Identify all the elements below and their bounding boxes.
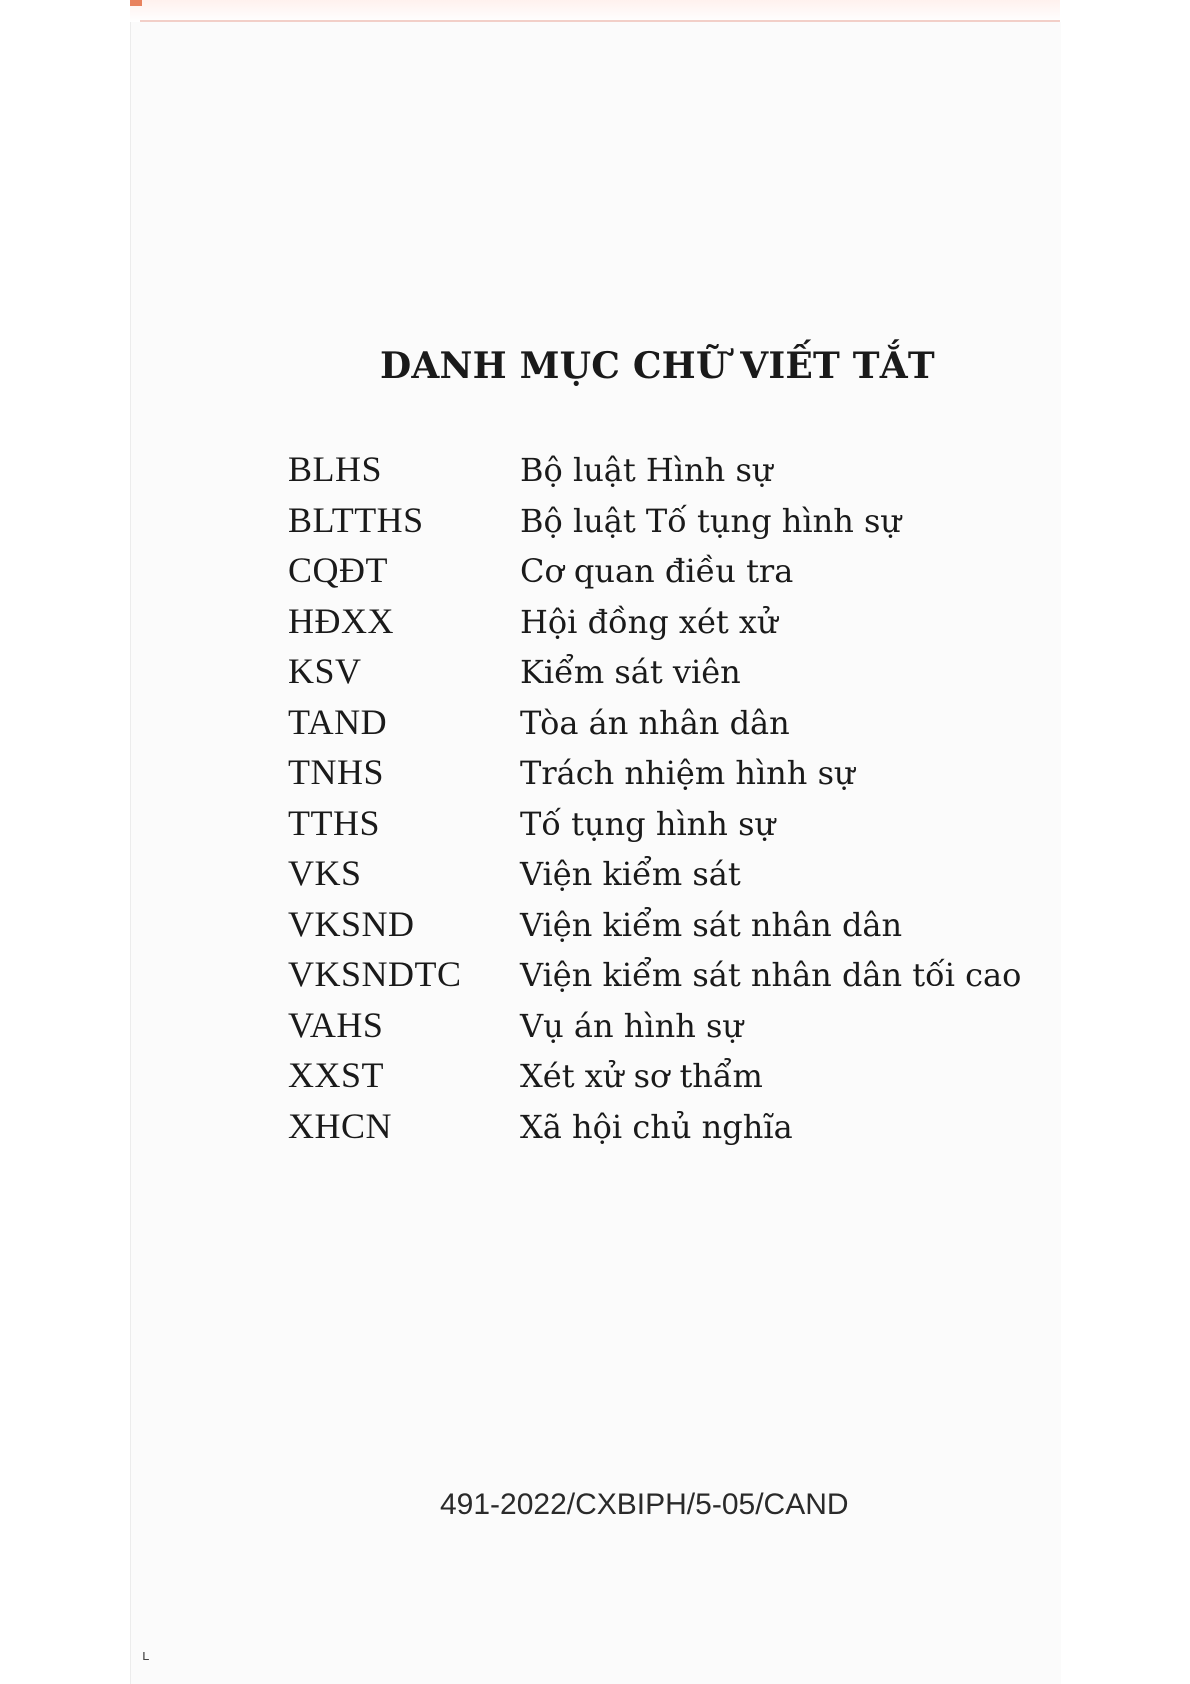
abbreviation-meaning: Tòa án nhân dân	[520, 703, 790, 742]
cover-corner-mark	[130, 0, 142, 6]
abbreviation-term: BLHS	[288, 449, 383, 489]
abbreviation-term: TNHS	[288, 752, 385, 792]
abbreviation-row	[288, 701, 1048, 752]
publication-code: 491-2022/CXBIPH/5-05/CAND	[440, 1488, 849, 1521]
abbreviation-term: BLTTHS	[288, 499, 424, 540]
abbreviation-term: KSV	[288, 651, 362, 691]
abbreviation-term: VKSNDTC	[288, 954, 462, 994]
abbreviation-term: VAHS	[288, 1004, 384, 1045]
abbreviation-meaning: Bộ luật Hình sự	[520, 451, 773, 489]
abbreviation-row	[288, 903, 1048, 954]
abbreviation-meaning: Cơ quan điều tra	[520, 552, 794, 590]
abbreviation-term: XXST	[288, 1055, 385, 1095]
abbreviation-row	[288, 852, 1048, 903]
abbreviation-meaning: Trách nhiệm hình sự	[520, 754, 855, 792]
abbreviation-meaning: Viện kiểm sát	[520, 855, 741, 893]
abbreviation-meaning: Vụ án hình sự	[520, 1006, 744, 1045]
abbreviation-term: VKSND	[288, 903, 415, 944]
abbreviation-meaning: Hội đồng xét xử	[520, 602, 778, 641]
abbreviation-term: CQĐT	[288, 550, 388, 590]
abbreviation-row	[288, 802, 1048, 853]
abbreviation-term: HĐXX	[288, 600, 394, 641]
abbreviation-meaning: Xã hội chủ nghĩa	[520, 1107, 793, 1146]
abbreviation-meaning: Xét xử sơ thẩm	[520, 1057, 763, 1095]
abbreviation-row	[288, 1054, 1048, 1105]
abbreviation-meaning: Viện kiểm sát nhân dân	[520, 905, 903, 944]
abbreviation-meaning: Kiểm sát viên	[520, 653, 741, 691]
corner-glyph: ʟ	[142, 1648, 150, 1664]
abbreviation-row	[288, 1004, 1048, 1055]
abbreviation-term: TTHS	[288, 802, 380, 843]
abbreviation-list	[288, 448, 1048, 1155]
abbreviation-row	[288, 448, 1048, 499]
abbreviation-term: VKS	[288, 853, 362, 893]
abbreviation-meaning: Bộ luật Tố tụng hình sự	[520, 501, 901, 540]
abbreviation-row	[288, 953, 1048, 1004]
page-title: DANH MỤC CHỮ VIẾT TẮT	[380, 345, 935, 387]
abbreviation-term: XHCN	[288, 1105, 393, 1146]
abbreviation-meaning: Viện kiểm sát nhân dân tối cao	[520, 956, 1022, 994]
abbreviation-meaning: Tố tụng hình sự	[520, 804, 776, 843]
abbreviation-term: TAND	[288, 701, 388, 742]
abbreviation-row	[288, 650, 1048, 701]
abbreviation-row	[288, 549, 1048, 600]
abbreviation-row	[288, 1105, 1048, 1156]
abbreviation-row	[288, 499, 1048, 550]
abbreviation-row	[288, 751, 1048, 802]
page-top-edge	[130, 0, 1060, 22]
abbreviation-row	[288, 600, 1048, 651]
